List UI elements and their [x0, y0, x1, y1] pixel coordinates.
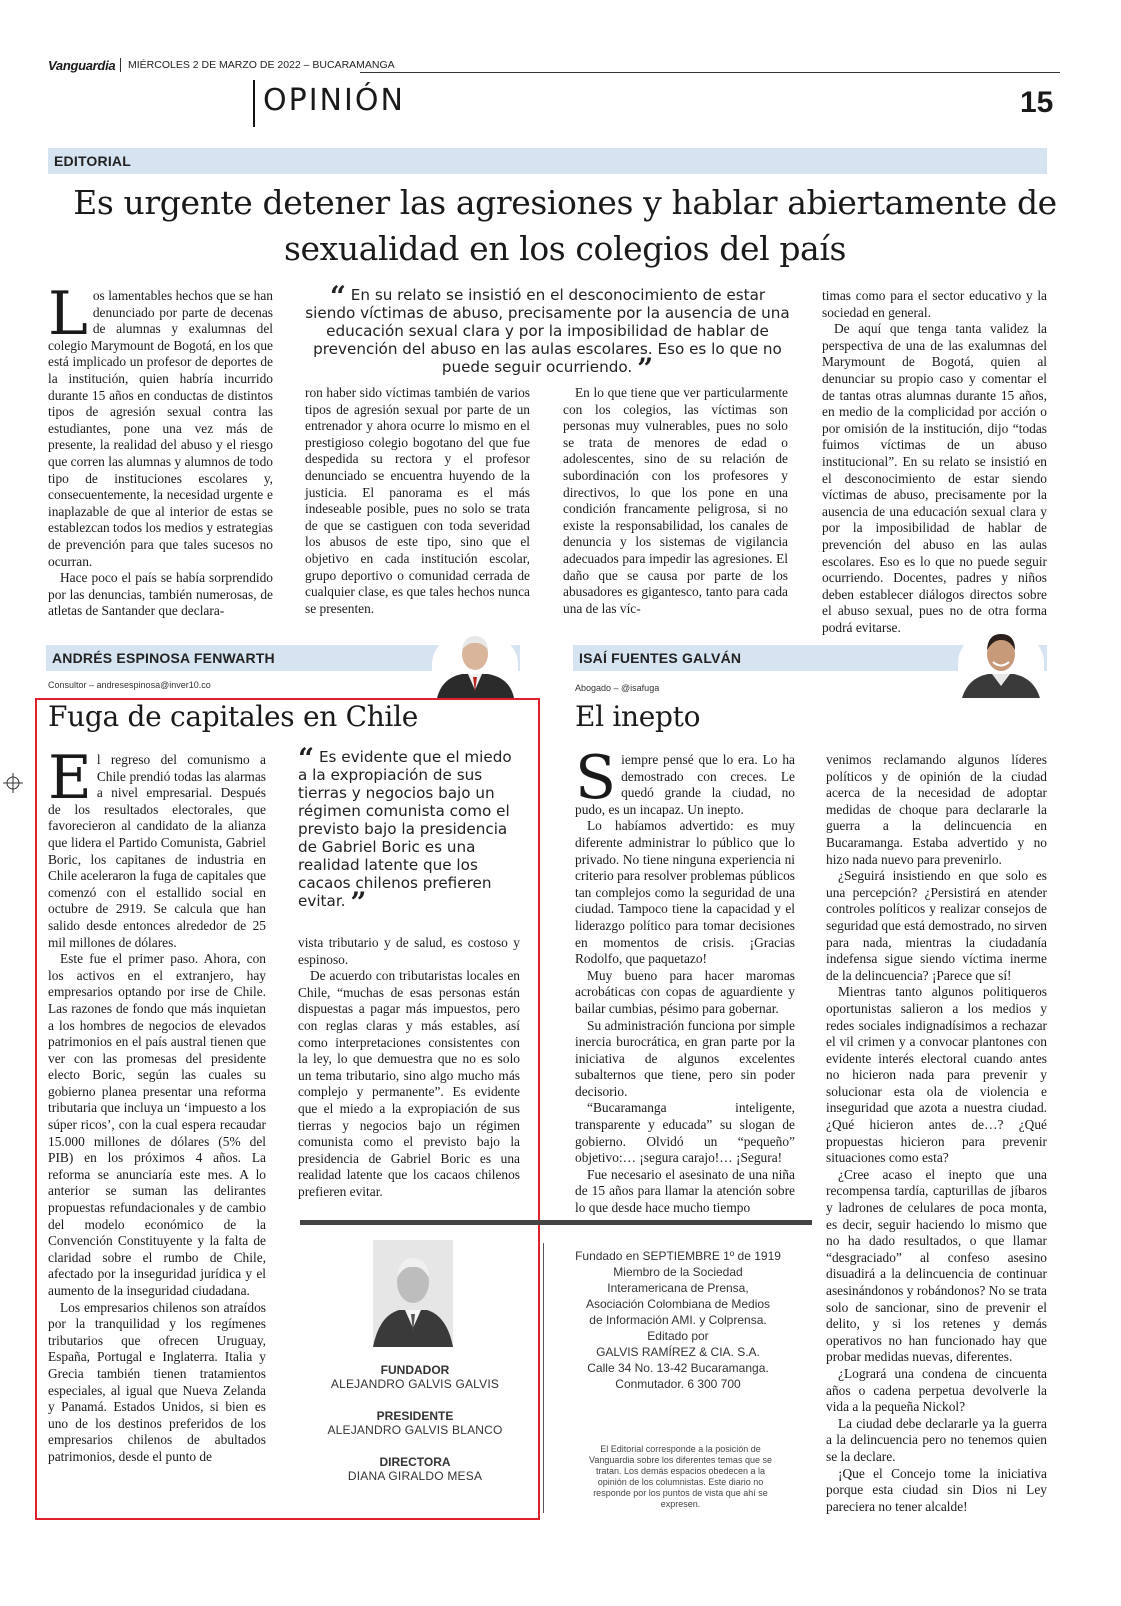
publisher-line6: Editado por — [647, 1329, 709, 1343]
close-quote-icon: ” — [637, 352, 654, 385]
right-column-1 — [575, 743, 795, 1217]
left-pullquote-text: Es evidente que el miedo a la expropiación de sus tierras y negocios bajo un régimen comunista como el previsto bajo la presidencia de Gabriel Boric es una realidad latente que los cacaos chilenos prefieren evitar. — [298, 748, 512, 910]
masthead-brand: Vanguardia — [48, 58, 116, 73]
right-col2-p5: ¿Logrará una condena de cincuenta años o cadena perpetua devolverle la vida a la pequeña Nickol? — [826, 1365, 1047, 1415]
staff-name-president: ALEJANDRO GALVIS BLANCO — [327, 1423, 503, 1437]
top-rule — [360, 72, 1060, 73]
staff-role-president: PRESIDENTE — [376, 1409, 454, 1423]
left-col2-p2: De acuerdo con tributaristas locales en Chile, “muchas de esas personas están dispuestas a pagar más impuestos, pero con reglas claras y más estables, así como interpretaciones consistentes con la ley, lo que demuestra que no es solo un tema tributario, sino algo mucho más complejo y permanente”. Es evidente que el miedo a la expropiación de sus tierras y negocios bajo un régimen comunista como el previsto bajo la presidencia de Gabriel Boric es una realidad latente que los cacaos chilenos prefieren evitar. — [298, 968, 520, 1199]
editorial-pullquote — [305, 280, 790, 385]
section-divider — [253, 80, 255, 127]
publisher-line3: Interamericana de Prensa, — [607, 1281, 749, 1295]
publisher-line5: de Información AMI. y Colprensa. — [589, 1313, 767, 1327]
right-col2-p4: ¿Cree acaso el inepto que una recompensa tardía, capturillas de jíbaros y ladrones de celulares de poca monta, es decir, seguir haciendo lo mismo que no ha dado resultados, o que llamar “desgraciado” al confeso asesino disuadirá a la delincuencia de continuar asesinándonos y robándonos? No se trata solo de sancionar, sino de prevenir el delito, y si los retenes y demás operativos no han funcionado hay que probar medidas nuevas, diferentes. — [826, 1166, 1047, 1365]
right-column-2 — [826, 752, 1047, 1515]
open-quote-icon: “ — [329, 280, 346, 313]
open-quote-icon: “ — [298, 742, 315, 775]
article-title-right: El inepto — [575, 700, 701, 733]
right-col1-p6: Fue necesario el asesinato de una niña de 15 años para llamar la atención sobre lo que desde hace mucho tiempo — [575, 1166, 795, 1216]
editorial-col1-p1: os lamentables hechos que se han denunciado por parte de decenas de alumnas y exalumnas del colegio Marymount de Bogotá, en los que está implicado un profesor de deportes de la institución, quien habría incurrido durante 15 años en conductas de distintos tipos de agresión sexual contra las estudiantes, pone una vez más de presente, la realidad del abuso y el riesgo que corren las alumnas y alumnos de todo tipo de instituciones escolares y, consecuentemente, la necesidad urgente e inaplazable de que al interior de estas se establezcan todos los medios y estrategias de prevención para que tales sucesos no ocurran. — [48, 288, 273, 569]
close-quote-icon: ” — [350, 886, 367, 919]
registration-mark-icon — [3, 773, 23, 793]
editorial-dropcap: L — [48, 279, 88, 349]
right-col2-p1: venimos reclamando algunos líderes políticos y de opinión de la ciudad acerca de la necesidad de adoptar medidas de choque para declararle la guerra a la delincuencia en Bucaramanga. Estaba advertido y no hizo nada nuevo para prevenirlo. — [826, 752, 1047, 867]
right-col1-p2: Lo habíamos advertido: es muy diferente administrar lo público que lo privado. No tiene ninguna experiencia ni criterio para resolver problemas públicos tan complejos como la seguridad de una ciudad. Tampoco tiene la capacidad y el liderazgo político para tomar decisiones en momentos de crisis. ¡Gracias Rodolfo, que paquetazo! — [575, 818, 795, 967]
article-title-left: Fuga de capitales en Chile — [48, 700, 419, 733]
author-photo-right — [958, 628, 1044, 698]
editorial-col4-p2: De aquí que tenga tanta validez la perspectiva de una de las exalumnas del Marymount de Bogotá, quien al denunciar su propio caso y comentar el de tantas otras alumnas durante 15 años, en medio de la complicidad por acción o por omisión de la institución, dijo “todas fuimos víctimas de un abuso institucional”. En su relato se insistió en el desconocimiento de estar siendo víctimas de abuso, precisamente por la ausencia de una educación sexual clara y por la imposibilidad de hablar de prevención del abuso en las aulas escolares. Eso es lo que no puede seguir ocurriendo. Docentes, padres y niños deben establecer diálogos directos sobre el abuso sexual, pues no de otra forma podrá evitarse. — [822, 321, 1047, 635]
founder-portrait — [373, 1240, 453, 1347]
section-title: OPINIÓN — [263, 83, 405, 118]
right-dropcap: S — [575, 743, 617, 813]
staff-role-founder: FUNDADOR — [380, 1363, 450, 1377]
right-col1-p3: Muy bueno para hacer maromas acrobáticas con copas de aguardiente y bailar cumbias, pésimo para gobernar. — [575, 967, 795, 1016]
publisher-line7: GALVIS RAMÍREZ & CIA. S.A. — [596, 1345, 760, 1359]
right-col2-p6: La ciudad debe declararle ya la guerra a la delincuencia pero no tenemos quien se la declare. — [826, 1415, 1047, 1464]
editorial-column-1 — [48, 279, 273, 620]
left-dropcap: E — [48, 743, 92, 813]
publisher-line2: Miembro de la Sociedad — [613, 1265, 743, 1279]
editorial-headline — [40, 180, 1090, 272]
editorial-pullquote-text: En su relato se insistió en el desconocimiento de estar siendo víctimas de abuso, precisamente por la ausencia de una educación sexual clara y por la imposibilidad de hablar de prevención del abuso en las aulas escolares. Eso es lo que no puede seguir ocurriendo. — [305, 286, 790, 376]
left-col1-p1: l regreso del comunismo a Chile prendió todas las alarmas a nivel empresarial. Después de los resultados electorales, que favorecieron al candidato de la alianza que lidera el Partido Comunista, Gabriel Boric, los capitanes de industria en Chile aceleraron la fuga de capitales que comenzó con el estallido social en octubre de 2919. Se calcula que han salido desde entonces alrededor de 25 mil millones de dólares. — [48, 752, 266, 950]
left-col1-p3: Los empresarios chilenos son atraídos por la tranquilidad y los regímenes tributarios que ofrecen Uruguay, España, Portugal e Inglaterra. Italia y Grecia también tienen tratamientos especiales, al igual que Nueva Zelanda y Panamá. Estados Unidos, si bien es uno de los destinos preferidos de los empresarios chilenos de abultados patrimonios, desde el punto de — [48, 1299, 266, 1464]
editorial-label-bar — [48, 148, 1047, 174]
editorial-column-3 — [563, 385, 788, 617]
publisher-disclaimer: El Editorial corresponde a la posición de Vanguardia sobre los diferentes temas que se tratan. Los demás espacios obedecen a la opinión de los columnistas. Este diario no responde por los puntos de vista que ahí se expresen. — [589, 1444, 772, 1509]
publisher-info — [558, 1248, 798, 1392]
right-col1-p5: “Bucaramanga inteligente, transparente y educada” su slogan de gobierno. Olvidó un “pequeño” objetivo:… ¡segura carajo!… ¡Segura! — [575, 1100, 795, 1166]
author-name-right: ISAÍ FUENTES GALVÁN — [579, 650, 742, 666]
publisher-line9: Conmutador. 6 300 700 — [615, 1377, 741, 1391]
author-meta-left: Consultor – andresespinosa@inver10.co — [48, 680, 211, 690]
right-col1-p1: iempre pensé que lo era. Lo ha demostrado con creces. Le quedó grande la ciudad, no pudo, es un incapaz. Un inepto. — [575, 752, 795, 817]
editorial-col3-p1: En lo que tiene que ver particularmente con los colegios, las víctimas son personas muy vulnerables, pues no solo se trata de menores de edad o adolescentes, sino de su relación de subordinación con los profesores y directivos, lo que los pone en una condición francamente peligrosa, si no existe la responsabilidad, los canales de denuncia y los sistemas de vigilancia adecuados para impedir las agresiones. El daño que se causa por parte de los abusadores es gigantesco, tanto para cada una de las víc- — [563, 385, 788, 616]
author-meta-right: Abogado – @isafuga — [575, 683, 660, 693]
editorial-col1-p2: Hace poco el país se había sorprendido por las denuncias, también numerosas, de atletas de Santander que declara- — [48, 570, 273, 619]
staff-box-divider — [543, 1243, 544, 1513]
staff-list — [300, 1363, 530, 1483]
editorial-col4-p1: timas como para el sector educativo y la sociedad en general. — [822, 288, 1047, 320]
staff-role-director: DIRECTORA — [379, 1455, 451, 1469]
masthead-date: MIÉRCOLES 2 DE MARZO DE 2022 – BUCARAMANGA — [128, 59, 395, 71]
publisher-line8: Calle 34 No. 13-42 Bucaramanga. — [587, 1361, 769, 1375]
right-col2-p7: ¡Que el Concejo tome la iniciativa porque esta ciudad sin Dios ni Ley pareciera no tener alcalde! — [826, 1465, 1047, 1514]
editorial-headline-line2: sexualidad en los colegios del país — [283, 229, 847, 268]
left-col1-p2: Este fue el primer paso. Ahora, con los activos en el extranjero, hay empresarios optando por irse de Chile. Las razones de fondo que más inquietan a los hombres de negocios de elevados patrimonios en el país austral tienen que ver con las promesas del presidente electo Boric, según las cuales su gobierno planea presentar una reforma tributaria que incluya un ‘impuesto a los súper ricos’, con la cual espera recaudar 15.000 millones de dólares (5% del PIB) en los próximos 4 años. La reforma se anunciaría este mes. A lo anterior se suman las delirantes propuestas refundacionales y de cambio del modelo económico de la Convención Constituyente y la falta de claridad sobre el rumbo de Chile, afectado por la inseguridad jurídica y el aumento de la inseguridad ciudadana. — [48, 951, 266, 1298]
right-col2-p2: ¿Seguirá insistiendo en que solo es una percepción? ¿Persistirá en atender controles políticos y realizar consejos de seguridad que está demostrado, no sirven para nada, mientras la ciudadanía indefensa sigue siendo víctima inerme de la delincuencia? ¡Parece que sí! — [826, 868, 1047, 983]
editorial-column-4 — [822, 288, 1047, 636]
masthead-separator — [120, 58, 121, 72]
staff-name-director: DIANA GIRALDO MESA — [347, 1469, 483, 1483]
page-number: 15 — [1020, 86, 1054, 119]
right-col2-p3: Mientras tanto algunos politiqueros oportunistas salieron a los medios y redes sociales indignadísimos a rechazar el vil crimen y a convocar plantones con evidente interés electoral cuando antes no hicieron nada para prevenir y solucionar esta ola de violencia e inseguridad que azota a nuestra ciudad. ¿Qué hicieron antes de…? ¿Qué propuestas hicieron para prevenir situaciones como esta? — [826, 984, 1047, 1166]
right-col1-p4: Su administración funciona por simple inercia burocrática, en gran parte por la iniciativa de algunos excelentes subalternos que tiene, pero sin poder decisorio. — [575, 1017, 795, 1099]
editorial-headline-line1: Es urgente detener las agresiones y hablar abiertamente de — [73, 183, 1057, 222]
editorial-col2-p1: ron haber sido víctimas también de varios tipos de agresión sexual por parte de un entrenador y ahora ocurre lo mismo en el prestigioso colegio bogotano del que fue despedida su rectora y el profesor denunciado se encuentra huyendo de la justicia. El panorama es el más indeseable posible, pues no solo se trata de que se castiguen con toda severidad los abusos de este tipo, sino que el objetivo en cada institución escolar, grupo deportivo o comunidad cerrada de cualquier clase, es que tales hechos nunca se presenten. — [305, 385, 530, 616]
staff-name-founder: ALEJANDRO GALVIS GALVIS — [330, 1377, 500, 1391]
staff-box-rule — [300, 1220, 812, 1225]
publisher-line4: Asociación Colombiana de Medios — [585, 1297, 771, 1311]
author-photo-left — [432, 630, 518, 698]
editorial-column-2 — [305, 385, 530, 617]
left-col2-p1: vista tributario y de salud, es costoso y espinoso. — [298, 935, 520, 967]
editorial-label: EDITORIAL — [54, 153, 131, 169]
publisher-line1: Fundado en SEPTIEMBRE 1º de 1919 — [575, 1249, 781, 1263]
author-name-left: ANDRÉS ESPINOSA FENWARTH — [52, 650, 275, 666]
